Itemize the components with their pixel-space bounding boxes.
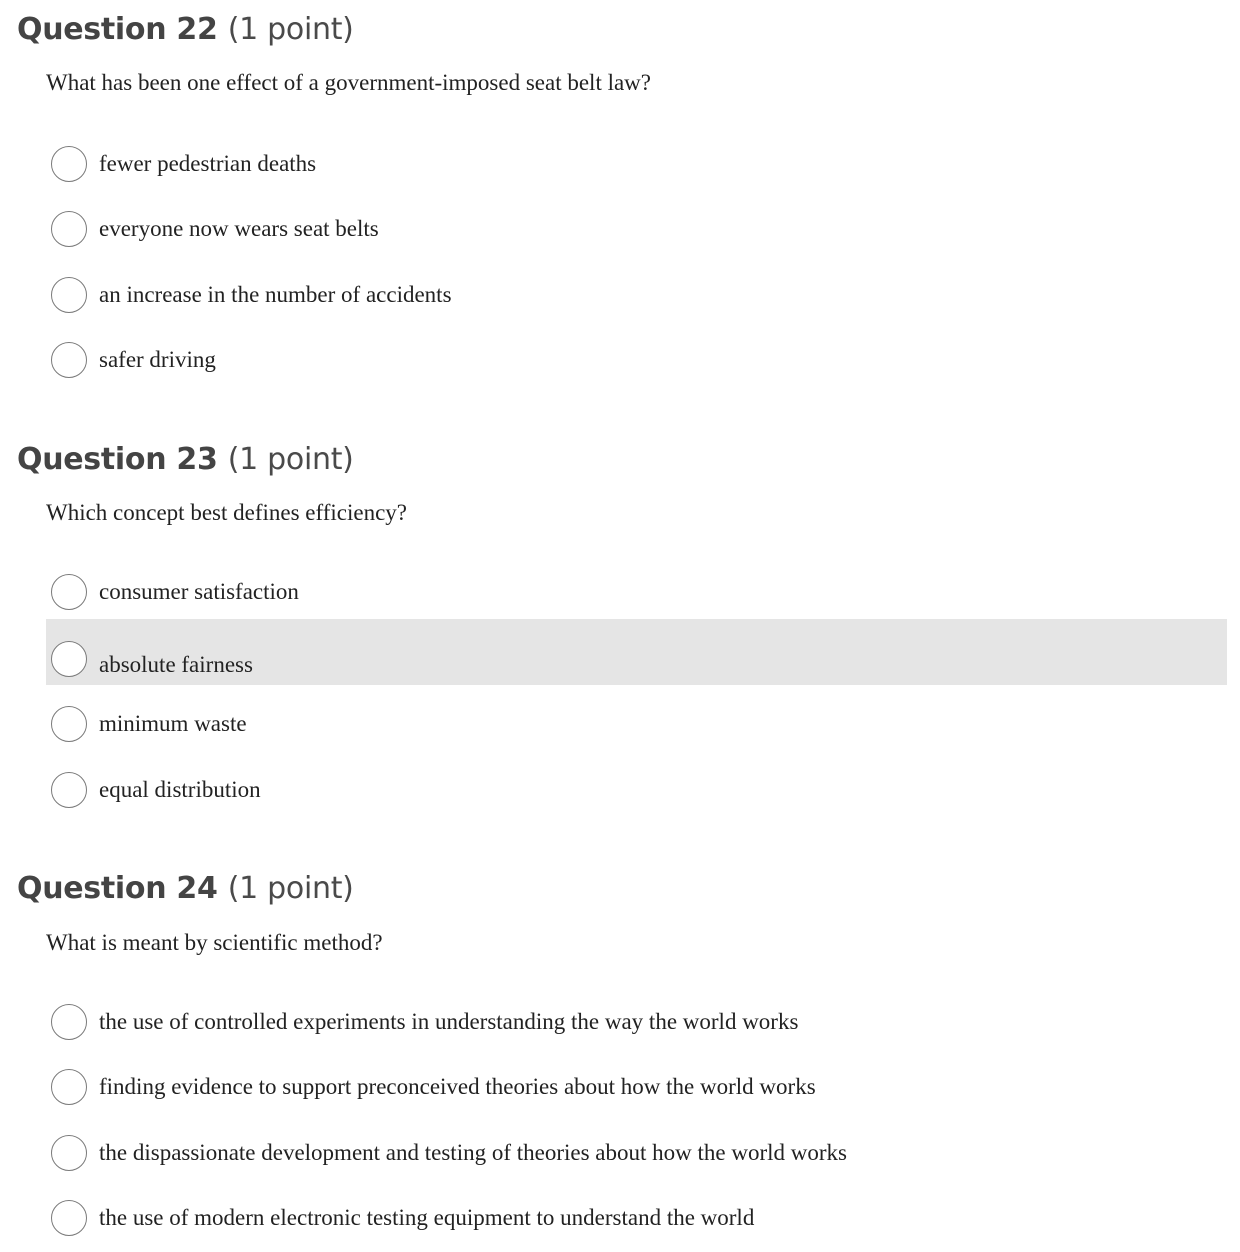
radio-button[interactable] xyxy=(51,342,87,378)
option-label: safer driving xyxy=(99,347,216,372)
question-number: Question 23 xyxy=(17,442,218,477)
radio-button[interactable] xyxy=(51,574,87,610)
question-number: Question 22 xyxy=(17,12,218,47)
option-label: minimum waste xyxy=(99,711,247,736)
radio-button[interactable] xyxy=(51,1135,87,1171)
option-label: the use of controlled experiments in understanding the way the world works xyxy=(99,1009,799,1034)
question-points: (1 point) xyxy=(227,442,354,477)
option-label: the dispassionate development and testing of theories about how the world works xyxy=(99,1140,847,1165)
question-22-option-2[interactable] xyxy=(46,199,1227,263)
option-label: the use of modern electronic testing equipment to understand the world xyxy=(99,1205,755,1230)
question-points: (1 point) xyxy=(227,871,354,906)
question-22-title xyxy=(17,12,354,48)
radio-button[interactable] xyxy=(51,706,87,742)
question-24-option-4[interactable] xyxy=(46,1188,1227,1252)
question-23-option-2[interactable] xyxy=(46,619,1227,685)
question-points: (1 point) xyxy=(227,12,354,47)
question-24-title xyxy=(17,871,354,907)
radio-button[interactable] xyxy=(51,1004,87,1040)
question-22-option-3[interactable] xyxy=(46,265,1227,329)
question-23-option-4[interactable] xyxy=(46,760,1227,824)
option-label: fewer pedestrian deaths xyxy=(99,151,317,176)
question-22-text: What has been one effect of a government-imposed seat belt law? xyxy=(46,70,651,95)
option-label: consumer satisfaction xyxy=(99,579,299,604)
question-24-text: What is meant by scientific method? xyxy=(46,930,383,955)
option-label: equal distribution xyxy=(99,777,261,802)
question-24-option-1[interactable] xyxy=(46,992,1227,1056)
question-number: Question 24 xyxy=(17,871,218,906)
question-22-option-1[interactable] xyxy=(46,134,1227,198)
radio-button[interactable] xyxy=(51,277,87,313)
question-24-option-3[interactable] xyxy=(46,1123,1227,1187)
option-label: an increase in the number of accidents xyxy=(99,282,452,307)
question-23-option-3[interactable] xyxy=(46,694,1227,758)
radio-button[interactable] xyxy=(51,772,87,808)
question-24-option-2[interactable] xyxy=(46,1057,1227,1121)
radio-button[interactable] xyxy=(51,211,87,247)
option-label: absolute fairness xyxy=(99,652,253,677)
radio-button[interactable] xyxy=(51,1069,87,1105)
option-label: everyone now wears seat belts xyxy=(99,216,379,241)
question-23-option-1[interactable] xyxy=(46,562,1227,626)
question-22-option-4[interactable] xyxy=(46,330,1227,394)
radio-button[interactable] xyxy=(51,641,87,677)
radio-button[interactable] xyxy=(51,146,87,182)
radio-button[interactable] xyxy=(51,1200,87,1236)
question-23-title xyxy=(17,442,354,478)
option-label: finding evidence to support preconceived theories about how the world works xyxy=(99,1074,816,1099)
question-23-text: Which concept best defines efficiency? xyxy=(46,500,408,525)
